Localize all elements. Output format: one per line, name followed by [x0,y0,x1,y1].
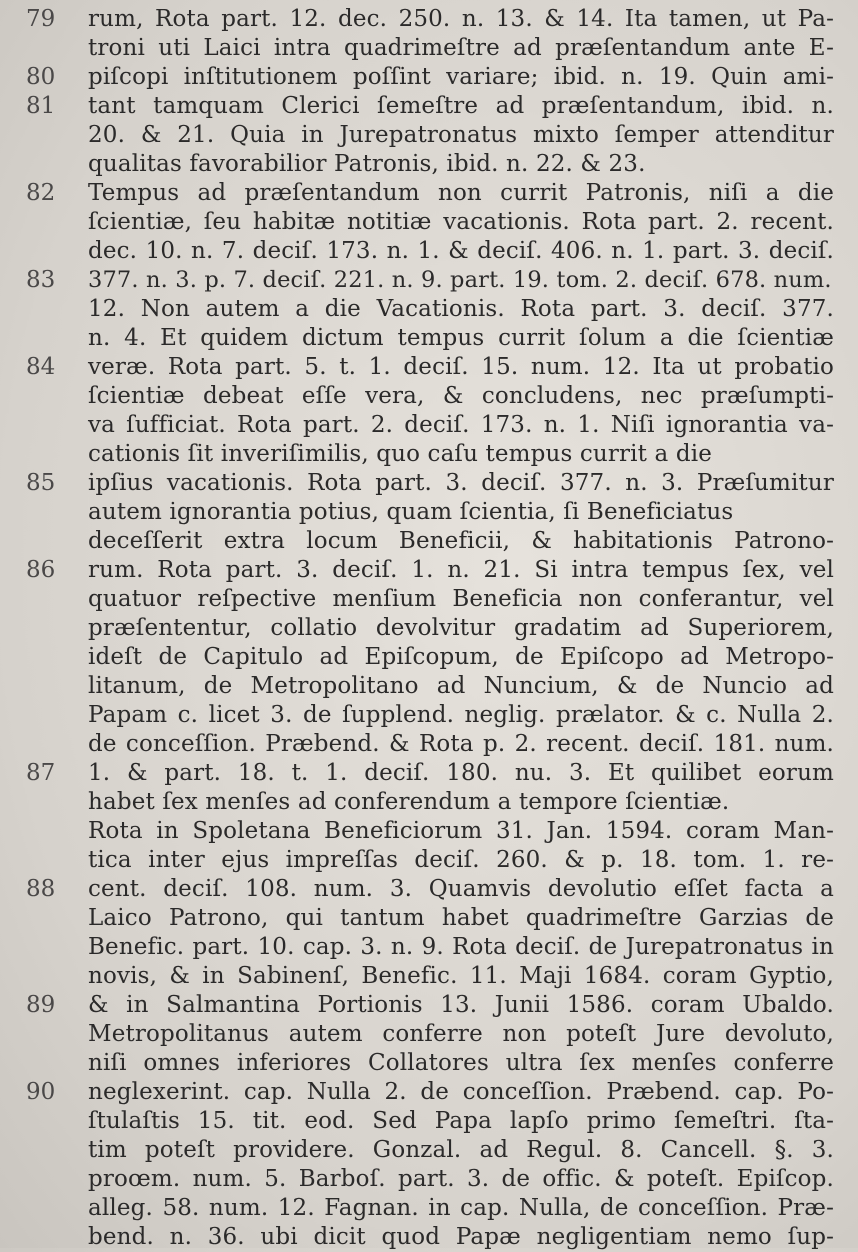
line-text: & in Salmantina Portionis 13. Junii 1586. coram Ubaldo. [88,992,834,1018]
text-line [0,584,858,614]
line-text: novis, & in Sabinenſ, Benefic. 11. Maji 1684. coram Gyptio, [88,963,834,989]
text-line [0,62,858,92]
line-text: rum, Rota part. 12. dec. 250. n. 13. & 14. Ita tamen, ut Pa- [88,6,834,32]
line-text: niſi omnes inferiores Collatores ultra ſex menſes conferre [88,1050,834,1076]
line-text: 1. & part. 18. t. 1. deciſ. 180. nu. 3. Et quilibet eorum [88,760,834,786]
line-text: tica inter ejus impreſſas deciſ. 260. & p. 18. tom. 1. re- [88,847,834,873]
line-text: piſcopi inſtitutionem poſſint variare; ibid. n. 19. Quin ami- [88,64,834,90]
margin-number: 88 [26,876,56,902]
text-line [0,1135,858,1165]
line-text: alleg. 58. num. 12. Fagnan. in cap. Nulla, de conceſſion. Præ- [88,1195,834,1221]
line-text: rum. Rota part. 3. deciſ. 1. n. 21. Si intra tempus ſex, vel [88,557,834,583]
line-text: 20. & 21. Quia in Jurepatronatus mixto ſemper attenditur [88,122,834,148]
line-text: præſententur, collatio devolvitur gradatim ad Superiorem, [88,615,834,641]
text-line [0,236,858,266]
text-line [0,1164,858,1194]
text-line [0,33,858,63]
line-text: Metropolitanus autem conferre non poteſt Jure devoluto, [88,1021,834,1047]
margin-number: 83 [26,267,56,293]
text-line [0,1019,858,1049]
text-line [0,352,858,382]
margin-number: 79 [26,6,56,32]
margin-number: 84 [26,354,56,380]
line-text: Benefic. part. 10. cap. 3. n. 9. Rota deciſ. de Jurepatronatus in [88,934,834,960]
line-text: de conceſſion. Præbend. & Rota p. 2. recent. deciſ. 181. num. [88,731,834,757]
line-text: cent. deciſ. 108. num. 3. Quamvis devolutio eſſet facta a [88,876,834,902]
line-text: cationis ſit inveriſimilis, quo caſu tempus currit a die [88,441,712,467]
margin-number: 82 [26,180,56,206]
line-text: qualitas favorabilior Patronis, ibid. n. 22. & 23. [88,151,646,177]
text-line [0,1193,858,1223]
text-line [0,294,858,324]
text-line [0,439,858,469]
margin-number: 85 [26,470,56,496]
line-text: ideſt de Capitulo ad Epiſcopum, de Epiſcopo ad Metropo- [88,644,834,670]
margin-number: 87 [26,760,56,786]
margin-number: 80 [26,64,56,90]
line-text: va ſufficiat. Rota part. 2. deciſ. 173. n. 1. Niſi ignorantia va- [88,412,834,438]
line-text: Papam c. licet 3. de ſupplend. neglig. prælator. & c. Nulla 2. [88,702,834,728]
text-line [0,526,858,556]
text-line [0,758,858,788]
line-text: bend. n. 36. ubi dicit quod Papæ negligentiam nemo ſup- [88,1224,834,1250]
line-text: ſcientiæ, ſeu habitæ notitiæ vacationis. Rota part. 2. recent. [88,209,834,235]
text-line [0,613,858,643]
text-line [0,207,858,237]
line-text: 377. n. 3. p. 7. deciſ. 221. n. 9. part. 19. tom. 2. deciſ. 678. num. [88,267,832,293]
line-text: troni uti Laici intra quadrimeſtre ad præſentandum ante E- [88,35,834,61]
line-text: Rota in Spoletana Beneficiorum 31. Jan. 1594. coram Man- [88,818,834,844]
text-line [0,961,858,991]
line-text: litanum, de Metropolitano ad Nuncium, & de Nuncio ad [88,673,834,699]
line-text: Tempus ad præſentandum non currit Patronis, niſi a die [88,180,834,206]
line-text: tim poteſt providere. Gonzal. ad Regul. 8. Cancell. §. 3. [88,1137,834,1163]
margin-number: 81 [26,93,56,119]
text-line [0,845,858,875]
text-line [0,178,858,208]
line-text: Laico Patrono, qui tantum habet quadrimeſtre Garzias de [88,905,834,931]
text-line [0,1048,858,1078]
line-text: veræ. Rota part. 5. t. 1. deciſ. 15. num. 12. Ita ut probatio [88,354,834,380]
line-text: ſcientiæ debeat eſſe vera, & concludens, nec præſumpti- [88,383,834,409]
text-line [0,903,858,933]
text-line [0,91,858,121]
text-line [0,149,858,179]
text-line [0,120,858,150]
text-line [0,700,858,730]
text-line [0,265,858,295]
text-line [0,323,858,353]
line-text: n. 4. Et quidem dictum tempus currit ſolum a die ſcientiæ [88,325,834,351]
text-line [0,990,858,1020]
line-text: autem ignorantia potius, quam ſcientia, ſi Beneficiatus [88,499,734,525]
text-line [0,874,858,904]
margin-number: 90 [26,1079,56,1105]
line-text: ipſius vacationis. Rota part. 3. deciſ. 377. n. 3. Præſumitur [88,470,834,496]
margin-number: 86 [26,557,56,583]
text-line [0,729,858,759]
text-line [0,671,858,701]
line-text: neglexerint. cap. Nulla 2. de conceſſion. Præbend. cap. Po- [88,1079,834,1105]
text-line [0,787,858,817]
line-text: ſtulaſtis 15. tit. eod. Sed Papa lapſo primo ſemeſtri. ſta- [88,1108,834,1134]
text-line [0,497,858,527]
text-line [0,816,858,846]
line-text: 12. Non autem a die Vacationis. Rota part. 3. deciſ. 377. [88,296,834,322]
line-text: proœm. num. 5. Barboſ. part. 3. de offic. & poteſt. Epiſcop. [88,1166,834,1192]
text-line [0,4,858,34]
line-text: tant tamquam Clerici ſemeſtre ad præſentandum, ibid. n. [88,93,834,119]
text-line [0,381,858,411]
text-line [0,1106,858,1136]
line-text: habet ſex menſes ad conferendum a tempore ſcientiæ. [88,789,730,815]
line-text: deceſſerit extra locum Beneficii, & habitationis Patrono- [88,528,834,554]
line-text: quatuor reſpective menſium Beneficia non conferantur, vel [88,586,834,612]
margin-number: 89 [26,992,56,1018]
text-line [0,410,858,440]
text-line [0,468,858,498]
line-text: dec. 10. n. 7. deciſ. 173. n. 1. & deciſ. 406. n. 1. part. 3. deciſ. [88,238,834,264]
text-line [0,555,858,585]
text-line [0,1077,858,1107]
text-line [0,932,858,962]
text-line [0,642,858,672]
